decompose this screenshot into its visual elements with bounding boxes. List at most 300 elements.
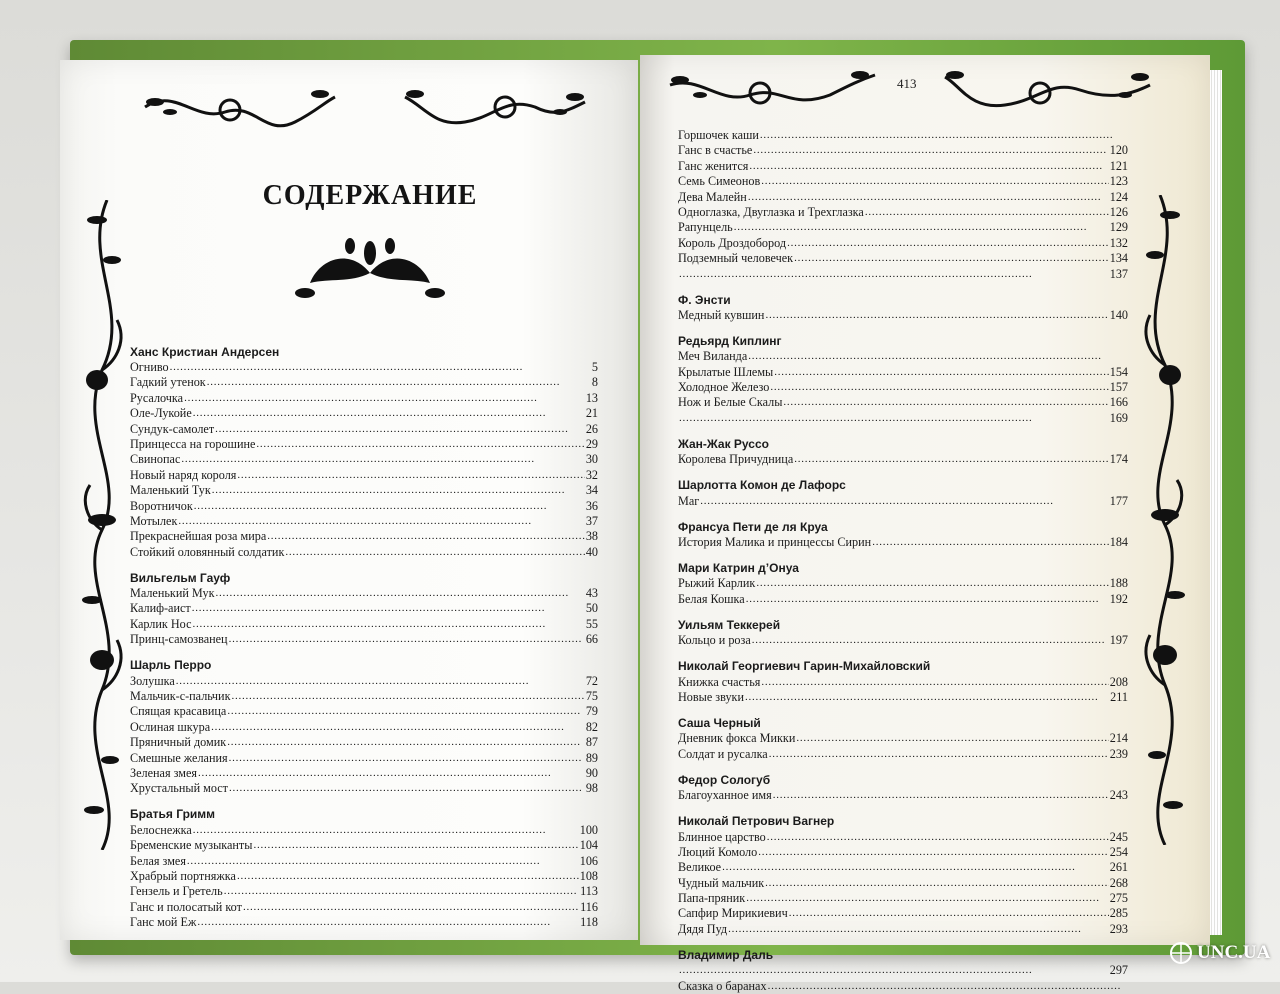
toc-entry [678,128,1128,143]
toc-entry [130,406,598,421]
author-heading: Франсуа Пети де ля Круа [678,519,828,534]
dot-leader [227,734,585,750]
section-gap [678,649,1128,658]
entry-page-number: 120 [1109,143,1128,158]
section-gap [678,705,1128,714]
entry-title: Сундук-самолет [130,421,215,436]
entry-title: Маленький Мук [130,586,215,601]
author-heading: Ханс Кристиан Андерсен [130,344,280,359]
entry-page-number: 157 [1109,380,1128,395]
dot-leader [728,921,1109,937]
dot-leader [285,544,584,560]
entry-title: Великое [678,860,722,875]
entry-title: Горшочек каши [678,127,759,142]
entry-page-number: 254 [1109,844,1128,859]
entry-page-number: 245 [1109,829,1128,844]
left-header-ornament [135,82,595,142]
entry-title: Солдат и русалка [678,746,768,761]
watermark-text: UNC.UA [1197,942,1271,963]
right-side-vine-ornament [1130,195,1195,845]
author-heading: Шарль Перро [130,658,212,673]
dot-leader [794,250,1109,266]
dot-leader [765,307,1108,323]
entry-title: Белая Кошка [678,591,745,606]
entry-page-number: 113 [580,884,598,899]
toc-entry [130,838,598,853]
entry-title: Чудный мальчик [678,875,765,890]
watermark-logo-icon [1168,940,1194,966]
entry-page-number: 13 [585,390,598,405]
entry-title: Дядя Пуд [678,921,728,936]
toc-entry [130,514,598,529]
toc-entry [130,689,598,704]
toc-entry [678,494,1128,509]
toc-entry [678,380,1128,395]
toc-entry [130,483,598,498]
entry-title: Храбрый портняжка [130,868,236,883]
dot-leader [679,266,1109,282]
entry-title: Рапунцель [678,220,733,235]
section-gap [678,282,1128,291]
entry-title: Сапфир Мирикиевич [678,906,788,921]
entry-title: Пряничный домик [130,735,227,750]
dot-leader [761,674,1108,690]
toc-entry [130,884,598,899]
entry-title: Блинное царство [678,829,766,844]
entry-title: Свинопас [130,452,181,467]
dot-leader [215,421,585,437]
entry-title: Папа-пряник [678,891,746,906]
dot-leader [769,746,1109,762]
entry-page-number: 293 [1109,921,1128,936]
dot-leader [749,158,1108,174]
entry-title: Новые звуки [678,689,744,704]
entry-title: Гензель и Гретель [130,884,223,899]
toc-entry [130,360,598,375]
toc-entry [678,236,1128,251]
right-table-of-contents [678,128,1128,994]
entry-title: Русалочка [130,390,184,405]
entry-title: Гадкий утенок [130,375,206,390]
entry-page-number: 29 [585,436,598,451]
entry-title: Мотылек [130,513,178,528]
entry-page-number: 129 [1109,220,1128,235]
toc-entry [678,535,1128,550]
entry-page-number: 32 [585,467,598,482]
dot-leader [770,379,1108,395]
entry-page-number: 98 [585,781,598,796]
dot-leader [176,673,585,689]
author-heading: Владимир Даль [678,947,774,962]
entry-title: Карлик Нос [130,616,192,631]
section-gap [130,648,598,657]
dot-leader [753,142,1108,158]
toc-entry [678,963,1128,978]
toc-entry [130,766,598,781]
toc-entry [678,845,1128,860]
page-number: 413 [897,76,917,91]
dot-leader [752,632,1109,648]
dot-leader [187,853,579,869]
entry-page-number: 30 [585,452,598,467]
entry-title: Рыжий Карлик [678,576,756,591]
entry-title: История Малика и принцессы Сирин [678,535,872,550]
author-heading: Редьярд Киплинг [678,333,782,348]
dot-leader [768,978,1127,994]
entry-title: Ганс в счастье [678,143,753,158]
entry-page-number: 184 [1109,535,1128,550]
entry-title: Белоснежка [130,822,192,837]
toc-entry [678,731,1128,746]
dot-leader [789,905,1109,921]
toc-entry [130,900,598,915]
entry-page-number: 177 [1109,493,1128,508]
toc-entry [678,788,1128,803]
dot-leader [774,364,1108,380]
dot-leader [192,600,585,616]
author-heading: Вильгельм Гауф [130,570,231,585]
dot-leader [232,688,585,704]
dot-leader [170,359,591,375]
author-heading: Мари Катрин д’Онуа [678,561,799,576]
dot-leader [748,189,1109,205]
dot-leader [746,591,1109,607]
toc-entry [130,375,598,390]
toc-entry [130,452,598,467]
toc-entry [678,174,1128,189]
dot-leader [207,374,591,390]
toc-entry [678,308,1128,323]
dot-leader [787,235,1109,251]
toc-entry [678,633,1128,648]
author-heading: Николай Петрович Вагнер [678,814,835,829]
entry-title: Подземный человечек [678,251,794,266]
entry-title: Новый наряд короля [130,467,237,482]
entry-page-number: 297 [1109,963,1128,978]
toc-entry [678,592,1128,607]
entry-title: Маг [678,493,700,508]
section-gap [678,804,1128,813]
dot-leader [746,890,1108,906]
section-gap [678,550,1128,559]
dot-leader [267,528,585,544]
dot-leader [748,348,1127,364]
entry-title: Дневник фокса Микки [678,731,796,746]
dot-leader [783,394,1108,410]
toc-entry [130,545,598,560]
entry-page-number: 106 [579,853,598,868]
toc-entry [130,735,598,750]
entry-page-number: 154 [1109,364,1128,379]
dot-leader [229,780,585,796]
dot-leader [679,410,1109,426]
entry-page-number: 5 [591,359,598,374]
toc-entry [678,876,1128,891]
toc-entry [130,781,598,796]
entry-title: Холодное Железо [678,380,770,395]
entry-page-number: 50 [585,601,598,616]
section-gap [678,509,1128,518]
dot-leader [237,467,584,483]
dot-leader [794,451,1108,467]
dot-leader [796,730,1108,746]
entry-page-number: 108 [579,868,598,883]
entry-title: Король Дроздобород [678,235,787,250]
section-gap [678,468,1128,477]
author-heading: Саша Черный [678,715,761,730]
entry-title: Спящая красавица [130,704,227,719]
entry-page-number: 87 [585,735,598,750]
dot-leader [193,822,579,838]
dot-leader [237,868,579,884]
dot-leader [253,837,578,853]
entry-page-number: 166 [1109,395,1128,410]
entry-title: Меч Виланда [678,349,748,364]
section-gap [678,937,1128,946]
toc-entry [130,601,598,616]
toc-entry [130,854,598,869]
entry-page-number: 134 [1109,251,1128,266]
dot-leader [256,436,584,452]
toc-entry [130,869,598,884]
dot-leader [872,534,1109,550]
dot-leader [765,875,1109,891]
toc-entry [678,690,1128,705]
toc-entry [678,365,1128,380]
toc-entry [130,468,598,483]
entry-page-number: 211 [1110,689,1128,704]
right-header-ornament [660,65,1160,130]
toc-entry [678,891,1128,906]
section-gap [130,797,598,806]
entry-page-number: 104 [579,838,598,853]
section-gap [678,426,1128,435]
toc-entry [678,251,1128,266]
entry-title: Смешные желания [130,750,228,765]
entry-title: Королева Причудница [678,452,794,467]
entry-page-number: 268 [1109,875,1128,890]
entry-title: Ослиная шкура [130,719,211,734]
author-heading: Уильям Теккерей [678,617,781,632]
dot-leader [184,390,585,406]
entry-title: Воротничок [130,498,193,513]
dot-leader [229,750,585,766]
entry-page-number: 174 [1109,452,1128,467]
dot-leader [722,859,1109,875]
dot-leader [773,787,1109,803]
entry-page-number: 261 [1109,860,1128,875]
toc-entry [130,586,598,601]
entry-page-number: 121 [1109,158,1128,173]
dot-leader [193,405,585,421]
entry-title: Сказка о баранах [678,978,767,993]
left-table-of-contents [130,343,598,931]
watermark [1168,935,1278,971]
toc-entry [130,437,598,452]
dot-leader [193,616,585,632]
toc-entry [678,411,1128,426]
entry-page-number: 123 [1109,174,1128,189]
dot-leader [211,719,585,735]
section-gap [678,323,1128,332]
entry-page-number: 40 [585,544,598,559]
entry-page-number: 239 [1109,746,1128,761]
toc-entry [130,915,598,930]
entry-page-number: 38 [585,529,598,544]
entry-title: Одноглазка, Двуглазка и Трехглазка [678,204,864,219]
section-gap [678,607,1128,616]
entry-title: Оле-Лукойе [130,406,192,421]
dot-leader [197,914,579,930]
toc-entry [130,674,598,689]
entry-page-number: 82 [585,719,598,734]
entry-title: Принц-самозванец [130,632,228,647]
toc-entry [678,190,1128,205]
entry-page-number: 79 [585,704,598,719]
entry-title: Нож и Белые Скалы [678,395,783,410]
toc-entry [678,907,1128,922]
entry-page-number: 169 [1109,410,1128,425]
entry-title: Дева Малейн [678,189,747,204]
dot-leader [758,844,1109,860]
entry-page-number: 137 [1109,266,1128,281]
dot-leader [194,498,585,514]
entry-title: Ганс и полосатый кот [130,899,242,914]
toc-entry [678,922,1128,937]
dot-leader [865,204,1109,220]
toc-entry [130,529,598,544]
entry-page-number: 66 [585,632,598,647]
toc-entry [130,499,598,514]
toc-entry [130,632,598,647]
dot-leader [178,513,584,529]
entry-page-number: 275 [1109,891,1128,906]
entry-page-number: 72 [585,673,598,688]
entry-page-number: 34 [585,483,598,498]
entry-title: Книжка счастья [678,674,761,689]
entry-page-number: 90 [585,765,598,780]
dot-leader [212,482,585,498]
dot-leader [756,575,1108,591]
entry-title: Принцесса на горошине [130,436,256,451]
section-gap [678,762,1128,771]
dot-leader [734,219,1109,235]
toc-entry [130,617,598,632]
toc-entry [130,720,598,735]
dot-leader [745,689,1109,705]
toc-entry [678,395,1128,410]
entry-title: Бременские музыканты [130,838,253,853]
entry-title: Калиф-аист [130,601,191,616]
toc-entry [678,675,1128,690]
entry-title: Белая змея [130,853,186,868]
toc-entry [678,747,1128,762]
toc-entry [130,823,598,838]
toc-entry [678,576,1128,591]
entry-page-number: 118 [580,915,598,930]
entry-page-number: 89 [585,750,598,765]
entry-page-number: 285 [1109,906,1128,921]
entry-page-number: 8 [591,375,598,390]
dot-leader [181,451,584,467]
entry-page-number: 43 [585,586,598,601]
entry-page-number: 208 [1109,674,1128,689]
dot-leader [761,173,1108,189]
entry-title: Ганс мой Еж [130,915,197,930]
entry-title: Кольцо и роза [678,633,751,648]
author-heading: Жан-Жак Руссо [678,436,769,451]
entry-title: Огниво [130,359,169,374]
entry-title: Крылатые Шлемы [678,364,774,379]
author-heading: Братья Гримм [130,807,216,822]
toc-entry [130,704,598,719]
entry-page-number: 132 [1109,235,1128,250]
page-title: СОДЕРЖАНИЕ [262,180,478,211]
dot-leader [227,703,585,719]
toc-entry [678,143,1128,158]
entry-title: Стойкий оловянный солдатик [130,544,285,559]
author-heading: Шарлотта Комон де Лафорс [678,478,846,493]
toc-entry [130,422,598,437]
entry-title: Люций Комоло [678,844,758,859]
entry-page-number: 100 [579,822,598,837]
left-side-vine-ornament [72,200,137,850]
toc-entry [678,979,1128,994]
toc-entry [678,830,1128,845]
entry-title: Прекраснейшая роза мира [130,529,267,544]
toc-entry [678,220,1128,235]
entry-page-number: 21 [585,406,598,421]
entry-page-number: 140 [1109,307,1128,322]
author-heading: Федор Сологуб [678,772,771,787]
entry-title: Зеленая змея [130,765,197,780]
entry-page-number: 243 [1109,788,1128,803]
entry-title: Хрустальный мост [130,781,228,796]
author-heading: Николай Георгиевич Гарин-Михайловский [678,659,931,674]
dot-leader [700,493,1108,509]
dot-leader [243,899,579,915]
entry-page-number: 188 [1109,576,1128,591]
entry-title: Медный кувшин [678,307,765,322]
dot-leader [229,631,585,647]
entry-page-number: 26 [585,421,598,436]
toc-entry [678,159,1128,174]
title-floral-ornament [290,238,450,308]
dot-leader [767,829,1109,845]
dot-leader [198,765,585,781]
toc-entry [678,860,1128,875]
entry-page-number: 116 [580,899,598,914]
entry-page-number: 36 [585,498,598,513]
toc-entry [678,267,1128,282]
toc-entry [678,452,1128,467]
entry-page-number: 55 [585,616,598,631]
dot-leader [679,962,1109,978]
toc-entry [678,205,1128,220]
entry-page-number: 214 [1109,731,1128,746]
entry-title: Мальчик-с-пальчик [130,689,231,704]
entry-title: Ганс женится [678,158,749,173]
toc-entry [130,751,598,766]
toc-entry [678,349,1128,364]
entry-title: Благоуханное имя [678,788,772,803]
author-heading: Ф. Энсти [678,292,731,307]
entry-page-number: 197 [1109,633,1128,648]
toc-entry [130,391,598,406]
section-gap [130,560,598,569]
entry-page-number: 192 [1109,591,1128,606]
dot-leader [224,883,579,899]
